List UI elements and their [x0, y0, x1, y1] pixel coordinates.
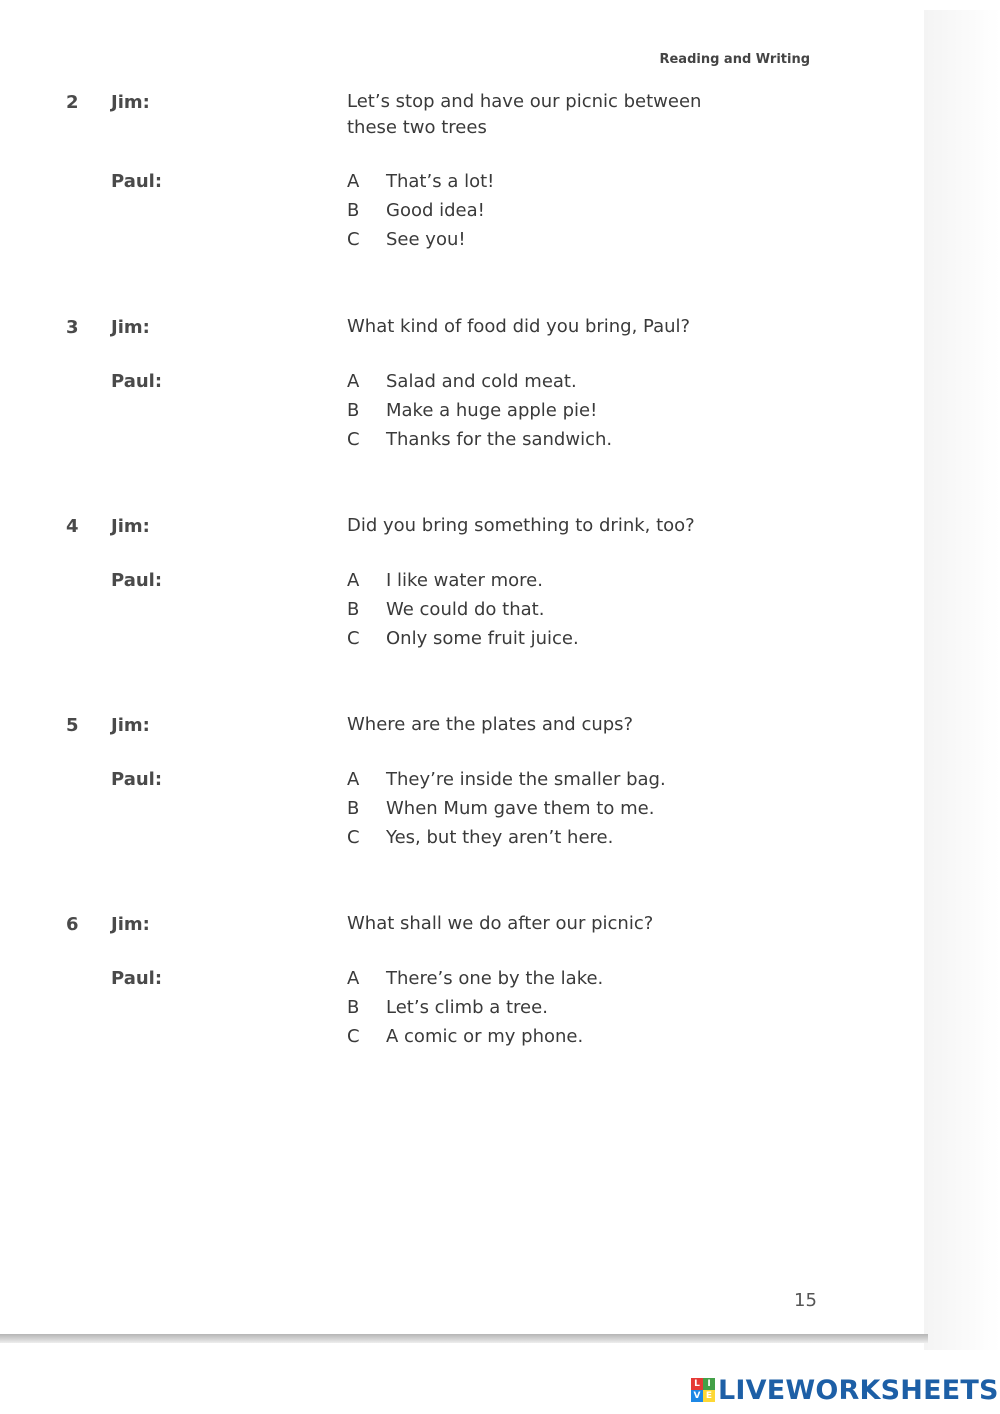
option-letter: B	[347, 599, 360, 620]
mark-cell: I	[703, 1378, 715, 1390]
option-c[interactable]	[347, 827, 666, 856]
option-text: There’s one by the lake.	[386, 968, 604, 989]
speaker-jim: Jim:	[111, 92, 150, 113]
prompt-line: What kind of food did you bring, Paul?	[347, 316, 691, 337]
option-letter: C	[347, 827, 360, 848]
prompt-line: What shall we do after our picnic?	[347, 913, 654, 934]
question-number: 4	[66, 516, 79, 537]
option-b[interactable]	[347, 997, 603, 1026]
option-a[interactable]	[347, 570, 579, 599]
question-number: 3	[66, 317, 79, 338]
option-text: A comic or my phone.	[386, 1026, 584, 1047]
option-text: Thanks for the sandwich.	[386, 429, 613, 450]
option-text: See you!	[386, 229, 466, 250]
prompt-line: these two trees	[347, 117, 487, 138]
question-number: 2	[66, 92, 79, 113]
question-number: 6	[66, 914, 79, 935]
option-a[interactable]	[347, 171, 494, 200]
option-text: Make a huge apple pie!	[386, 400, 598, 421]
answer-options	[347, 171, 494, 258]
question-prompt	[347, 314, 727, 340]
option-c[interactable]	[347, 229, 494, 258]
option-c[interactable]	[347, 429, 612, 458]
speaker-paul: Paul:	[111, 371, 163, 392]
speaker-jim: Jim:	[111, 317, 150, 338]
option-text: That’s a lot!	[386, 171, 495, 192]
option-c[interactable]	[347, 628, 579, 657]
question-prompt	[347, 712, 727, 738]
option-b[interactable]	[347, 599, 579, 628]
answer-options	[347, 968, 603, 1055]
bottom-rule	[0, 1334, 928, 1343]
page-number: 15	[794, 1290, 817, 1311]
option-letter: A	[347, 371, 360, 392]
speaker-paul: Paul:	[111, 171, 163, 192]
speaker-jim: Jim:	[111, 914, 150, 935]
scan-shadow	[924, 10, 1000, 1350]
option-text: Salad and cold meat.	[386, 371, 577, 392]
option-c[interactable]	[347, 1026, 603, 1055]
option-letter: B	[347, 400, 360, 421]
mark-cell: V	[691, 1390, 703, 1402]
option-text: Good idea!	[386, 200, 485, 221]
question-prompt	[347, 89, 727, 141]
option-letter: A	[347, 570, 360, 591]
option-letter: B	[347, 997, 360, 1018]
option-text: Only some fruit juice.	[386, 628, 579, 649]
option-text: Let’s climb a tree.	[386, 997, 548, 1018]
option-letter: C	[347, 429, 360, 450]
option-letter: C	[347, 229, 360, 250]
option-letter: B	[347, 798, 360, 819]
mark-cell: E	[703, 1390, 715, 1402]
option-letter: A	[347, 769, 360, 790]
option-text: They’re inside the smaller bag.	[386, 769, 666, 790]
liveworksheets-logo[interactable]	[691, 1374, 999, 1406]
option-b[interactable]	[347, 400, 612, 429]
speaker-paul: Paul:	[111, 968, 163, 989]
option-b[interactable]	[347, 798, 666, 827]
question-prompt	[347, 513, 727, 539]
liveworksheets-mark-icon	[691, 1378, 715, 1402]
question-number: 5	[66, 715, 79, 736]
option-a[interactable]	[347, 769, 666, 798]
mark-cell: L	[691, 1378, 703, 1390]
prompt-line: Did you bring something to drink, too?	[347, 515, 695, 536]
prompt-line: Let’s stop and have our picnic between	[347, 91, 702, 112]
option-letter: B	[347, 200, 360, 221]
option-b[interactable]	[347, 200, 494, 229]
option-a[interactable]	[347, 968, 603, 997]
speaker-jim: Jim:	[111, 516, 150, 537]
running-header: Reading and Writing	[659, 52, 810, 67]
option-text: Yes, but they aren’t here.	[386, 827, 614, 848]
option-letter: C	[347, 628, 360, 649]
speaker-paul: Paul:	[111, 769, 163, 790]
brand-text: LIVEWORKSHEETS	[718, 1374, 999, 1406]
option-text: When Mum gave them to me.	[386, 798, 655, 819]
option-letter: A	[347, 171, 360, 192]
prompt-line: Where are the plates and cups?	[347, 714, 634, 735]
option-text: We could do that.	[386, 599, 545, 620]
question-prompt	[347, 911, 727, 937]
option-a[interactable]	[347, 371, 612, 400]
answer-options	[347, 769, 666, 856]
answer-options	[347, 570, 579, 657]
option-letter: C	[347, 1026, 360, 1047]
answer-options	[347, 371, 612, 458]
speaker-paul: Paul:	[111, 570, 163, 591]
option-letter: A	[347, 968, 360, 989]
speaker-jim: Jim:	[111, 715, 150, 736]
option-text: I like water more.	[386, 570, 543, 591]
